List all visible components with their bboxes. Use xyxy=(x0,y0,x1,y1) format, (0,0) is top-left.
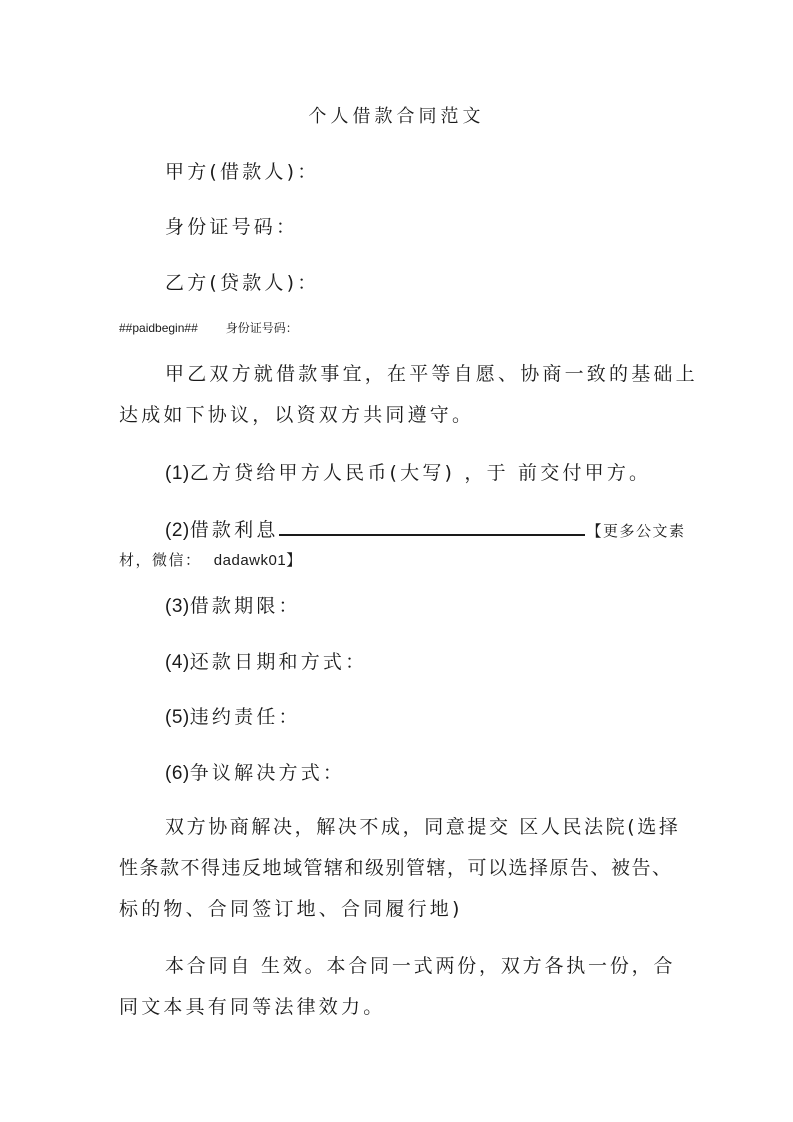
clause-5 xyxy=(165,705,301,730)
clause-1-num: (1) xyxy=(165,463,190,484)
marker-line xyxy=(119,320,298,336)
promo-text-2: 材，微信： xyxy=(119,551,202,569)
clause-5-text: 违约责任： xyxy=(189,706,301,728)
clause-3-text: 借款期限： xyxy=(189,595,301,617)
paid-marker: ##paidbegin## xyxy=(119,321,198,335)
clause-2 xyxy=(165,516,686,543)
intro-line-2: 达成如下协议，以资双方共同遵守。 xyxy=(119,404,475,426)
clause-6-num: (6) xyxy=(165,763,190,784)
closing-line-1: 本合同自 生效。本合同一式两份，双方各执一份，合 xyxy=(165,955,676,977)
party-b-label: 乙方(贷款人)： xyxy=(165,272,320,294)
promo-text-end: 】 xyxy=(286,551,303,569)
clause-2-text: 借款利息 xyxy=(189,519,279,541)
interest-blank xyxy=(279,516,585,536)
clause-1-text: 乙方贷给甲方人民币(大写) ，于 前交付甲方。 xyxy=(189,462,652,484)
clause-1 xyxy=(165,461,651,486)
clause-2-num: (2) xyxy=(165,520,190,541)
clause-3 xyxy=(165,594,301,619)
promo-text-1: 【更多公文素 xyxy=(586,522,686,540)
party-a-label: 甲方(借款人)： xyxy=(165,161,320,183)
closing-line-2: 同文本具有同等法律效力。 xyxy=(119,996,386,1018)
party-b-id-label: 身份证号码： xyxy=(225,321,298,335)
clause-4-num: (4) xyxy=(165,652,190,673)
party-a-id-label: 身份证号码： xyxy=(165,216,299,238)
clause-4-text: 还款日期和方式： xyxy=(189,651,368,673)
clause-3-num: (3) xyxy=(165,596,190,617)
clause-6-text: 争议解决方式： xyxy=(189,762,346,784)
intro-line-1: 甲乙双方就借款事宜，在平等自愿、协商一致的基础上 xyxy=(165,363,698,385)
clause-4 xyxy=(165,650,367,675)
dispute-line-3: 标的物、合同签订地、合同履行地) xyxy=(119,898,463,920)
dispute-line-1: 双方协商解决，解决不成，同意提交 区人民法院(选择 xyxy=(165,816,681,838)
clause-2-continued xyxy=(119,548,303,573)
document-title: 个人借款合同范文 xyxy=(308,106,485,127)
clause-5-num: (5) xyxy=(165,707,190,728)
promo-wechat-id: dadawk01 xyxy=(213,552,287,569)
dispute-line-2: 性条款不得违反地域管辖和级别管辖，可以选择原告、被告、 xyxy=(119,857,673,879)
clause-6 xyxy=(165,761,345,786)
